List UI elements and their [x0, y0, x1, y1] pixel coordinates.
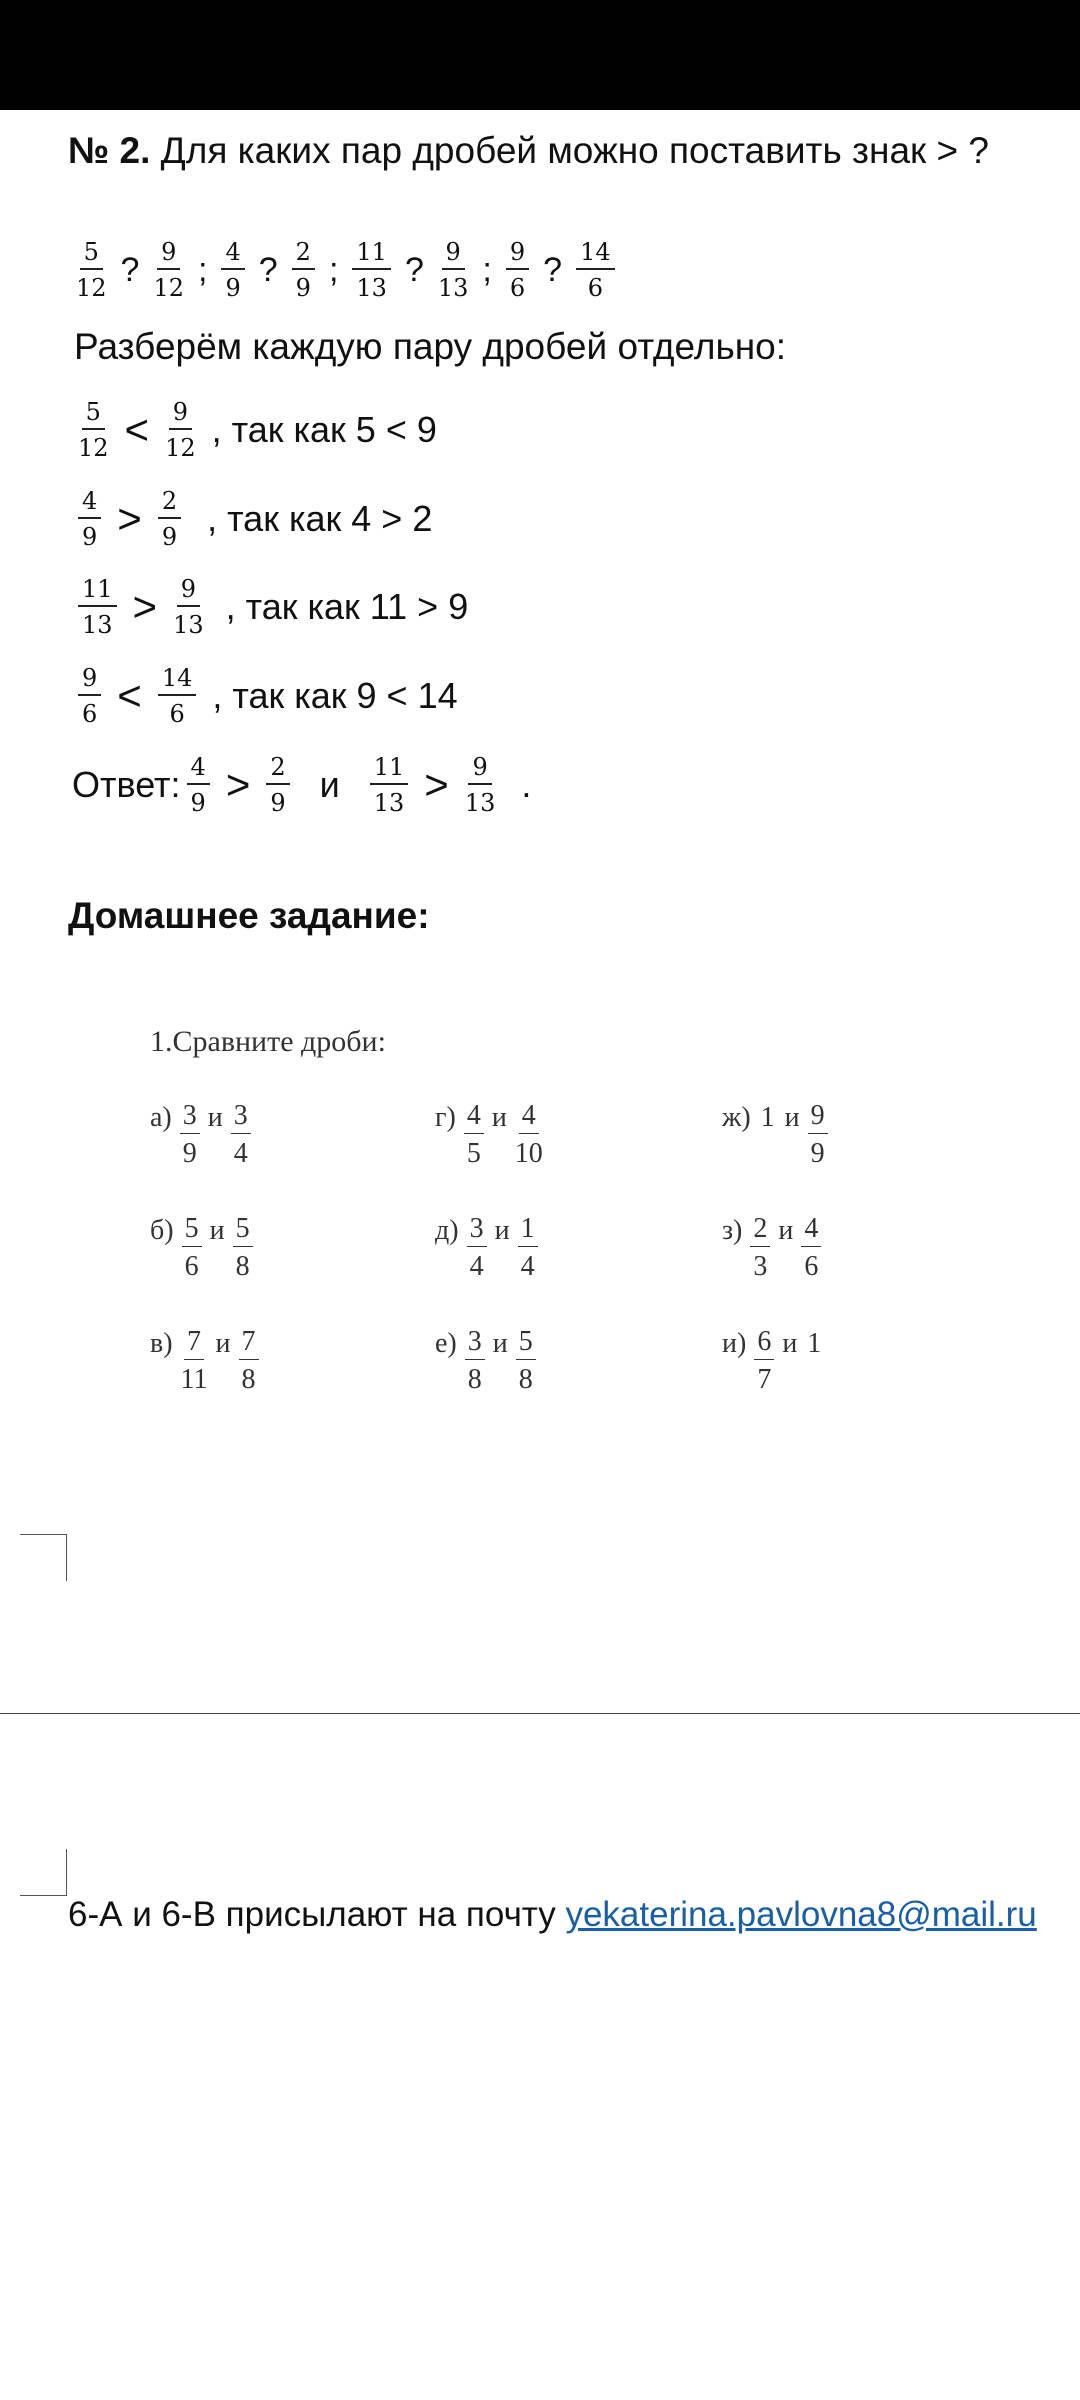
- comparison-row: [72, 666, 458, 726]
- fraction: $\frac{5}{12}$: [76, 238, 107, 302]
- operator: >: [117, 495, 142, 542]
- fraction: $\frac{4}{9}$: [187, 755, 210, 815]
- fraction-pairs-line: [72, 240, 619, 300]
- fraction: $\frac{4}{9}$: [221, 240, 244, 300]
- fraction: $\frac{11}{13}$: [370, 755, 409, 815]
- answer-label: Ответ:: [72, 764, 181, 805]
- task-title: [68, 130, 989, 172]
- exercise-item: з) 2 3 и 4 6: [722, 1213, 823, 1283]
- comparison-reason: , так как 11 > 9: [225, 586, 469, 627]
- operator: >: [225, 761, 251, 808]
- fraction: $\frac{11}{13}$: [78, 577, 117, 637]
- fraction: $\frac{4}{9}$: [78, 489, 101, 549]
- comparison-row: [72, 577, 468, 637]
- fraction: $\frac{14}{6}$: [576, 240, 615, 300]
- fraction: $\frac{9}{12}$: [153, 238, 185, 302]
- page-corner-mark: [20, 1534, 67, 1581]
- exercise-item: и) 6 7 и 1: [722, 1326, 822, 1396]
- top-black-bar: [0, 0, 1080, 110]
- operator: <: [117, 672, 142, 719]
- fraction: $\frac{9}{6}$: [506, 240, 529, 300]
- page-divider: [0, 1713, 1080, 1714]
- exercise-title: 1.Сравните дроби:: [150, 1025, 386, 1058]
- fraction: $\frac{9}{13}$: [464, 753, 496, 817]
- page-corner-mark: [20, 1849, 67, 1896]
- task-question: Для каких пар дробей можно поставить знак > ?: [160, 130, 989, 171]
- fraction: $\frac{9}{13}$: [173, 575, 204, 639]
- comparison-reason: , так как 4 > 2: [207, 498, 433, 539]
- exercise-item: г) 4 5 и 4 10: [435, 1100, 543, 1170]
- footer-text: 6-А и 6-В присылают на почту: [68, 1895, 566, 1934]
- fraction: $\frac{5}{12}$: [78, 398, 109, 462]
- task-number: № 2.: [68, 130, 151, 171]
- question-mark: ?: [258, 250, 278, 289]
- comparison-row: [72, 489, 432, 549]
- email-link[interactable]: yekaterina.pavlovna8@mail.ru: [565, 1895, 1037, 1934]
- exercise-item: е) 3 8 и 5 8: [435, 1326, 538, 1396]
- separator: ;: [328, 250, 339, 289]
- fraction: $\frac{2}{9}$: [158, 489, 181, 549]
- operator: >: [424, 761, 449, 808]
- comparison-row: [72, 400, 437, 460]
- question-mark: ?: [120, 250, 140, 289]
- fraction: $\frac{2}{9}$: [266, 755, 289, 815]
- exercise-item: а) 3 9 и 3 4: [150, 1100, 253, 1170]
- fraction: $\frac{9}{12}$: [165, 398, 196, 462]
- question-mark: ?: [404, 250, 424, 289]
- exercise-item: в) 7 11 и 7 8: [150, 1326, 261, 1396]
- operator: <: [124, 406, 150, 453]
- comparison-reason: , так как 5 < 9: [211, 409, 437, 450]
- homework-title: Домашнее задание:: [68, 895, 430, 936]
- operator: >: [132, 583, 158, 630]
- answer-and: и: [319, 764, 340, 805]
- fraction: $\frac{14}{6}$: [158, 666, 197, 726]
- exercise-item: б) 5 6 и 5 8: [150, 1213, 255, 1283]
- answer-row: [72, 755, 531, 815]
- fraction: $\frac{9}{6}$: [78, 666, 101, 726]
- fraction: $\frac{2}{9}$: [292, 240, 315, 300]
- question-mark: ?: [543, 250, 563, 289]
- fraction: $\frac{9}{13}$: [437, 238, 469, 302]
- comparison-reason: , так как 9 < 14: [212, 675, 458, 716]
- separator: ;: [198, 250, 208, 289]
- fraction: $\frac{11}{13}$: [352, 240, 391, 300]
- footer-note: [68, 1895, 1037, 1935]
- exercise-item: ж) 1 и 9 9: [722, 1100, 830, 1170]
- exercise-item: д) 3 4 и 1 4: [435, 1213, 540, 1283]
- answer-period: .: [521, 764, 532, 805]
- separator: ;: [482, 250, 492, 289]
- analysis-heading: Разберём каждую пару дробей отдельно:: [74, 326, 787, 367]
